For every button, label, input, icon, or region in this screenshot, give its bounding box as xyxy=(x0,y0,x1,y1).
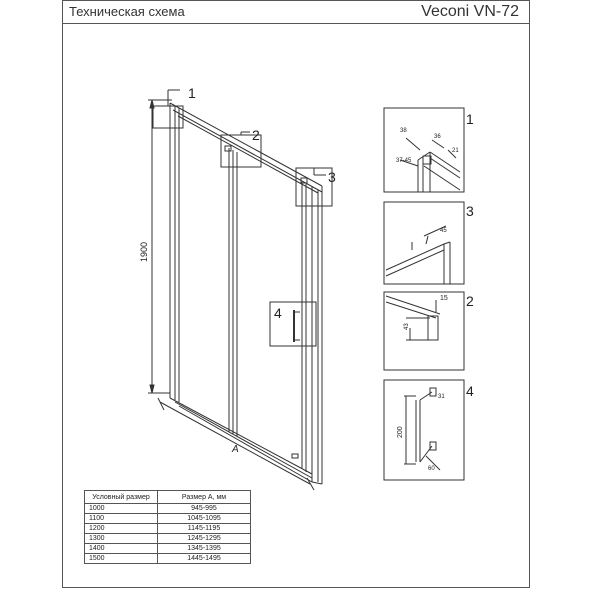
nominal-size-cell: 1100 xyxy=(85,514,158,524)
size-a-cell: 1345-1395 xyxy=(158,544,251,554)
size-a-cell: 1445-1495 xyxy=(158,554,251,564)
size-a-cell: 1045-1095 xyxy=(158,514,251,524)
column-header-nominal: Условный размер xyxy=(85,491,158,504)
table-row xyxy=(85,504,251,514)
size-a-cell: 1245-1295 xyxy=(158,534,251,544)
sheet-title: Техническая схема xyxy=(69,4,185,19)
nominal-size-cell: 1200 xyxy=(85,524,158,534)
table-row xyxy=(85,554,251,564)
detail-2-sketch xyxy=(386,296,440,340)
callout-number-1: 1 xyxy=(188,85,196,101)
detail-2-dim-15: 15 xyxy=(440,295,448,302)
callout-number-2: 2 xyxy=(252,127,260,143)
detail-panel-4 xyxy=(384,380,464,480)
detail-3-number: 3 xyxy=(466,203,474,219)
nominal-size-cell: 1000 xyxy=(85,504,158,514)
table-row xyxy=(85,534,251,544)
callout-number-4: 4 xyxy=(274,305,282,321)
size-table-header xyxy=(85,491,251,504)
nominal-size-cell: 1500 xyxy=(85,554,158,564)
detail-panel-2 xyxy=(384,292,464,370)
detail-4-dim-60: 60 xyxy=(428,466,435,472)
detail-1-dim-37-45: 37-45 xyxy=(396,158,412,164)
detail-2-dim-43: 43 xyxy=(404,323,410,330)
detail-1-dim-36: 36 xyxy=(434,134,441,140)
shower-door-frame xyxy=(170,103,322,484)
nominal-size-cell: 1300 xyxy=(85,534,158,544)
size-a-cell: 1145-1195 xyxy=(158,524,251,534)
size-table xyxy=(84,490,251,564)
detail-4-number: 4 xyxy=(466,383,474,399)
detail-3-sketch xyxy=(386,226,450,284)
height-label: 1900 xyxy=(139,241,149,262)
detail-1-sketch xyxy=(400,138,460,192)
table-row xyxy=(85,544,251,554)
detail-4-sketch xyxy=(404,388,440,470)
detail-2-number: 2 xyxy=(466,293,474,309)
callout-number-3: 3 xyxy=(328,169,336,185)
nominal-size-cell: 1400 xyxy=(85,544,158,554)
detail-1-number: 1 xyxy=(466,111,474,127)
model-name: Veconi VN-72 xyxy=(421,3,519,20)
detail-3-dim-45: 45 xyxy=(440,228,447,234)
detail-1-dim-38: 38 xyxy=(400,128,407,134)
table-row xyxy=(85,524,251,534)
width-label: A xyxy=(232,444,239,455)
table-row xyxy=(85,514,251,524)
detail-4-dim-200: 200 xyxy=(397,426,404,438)
size-a-cell: 945-995 xyxy=(158,504,251,514)
detail-4-dim-31: 31 xyxy=(438,394,445,400)
column-header-size-a: Размер А, мм xyxy=(158,491,251,504)
height-dimension xyxy=(148,100,172,393)
detail-1-dim-21: 21 xyxy=(452,148,459,154)
